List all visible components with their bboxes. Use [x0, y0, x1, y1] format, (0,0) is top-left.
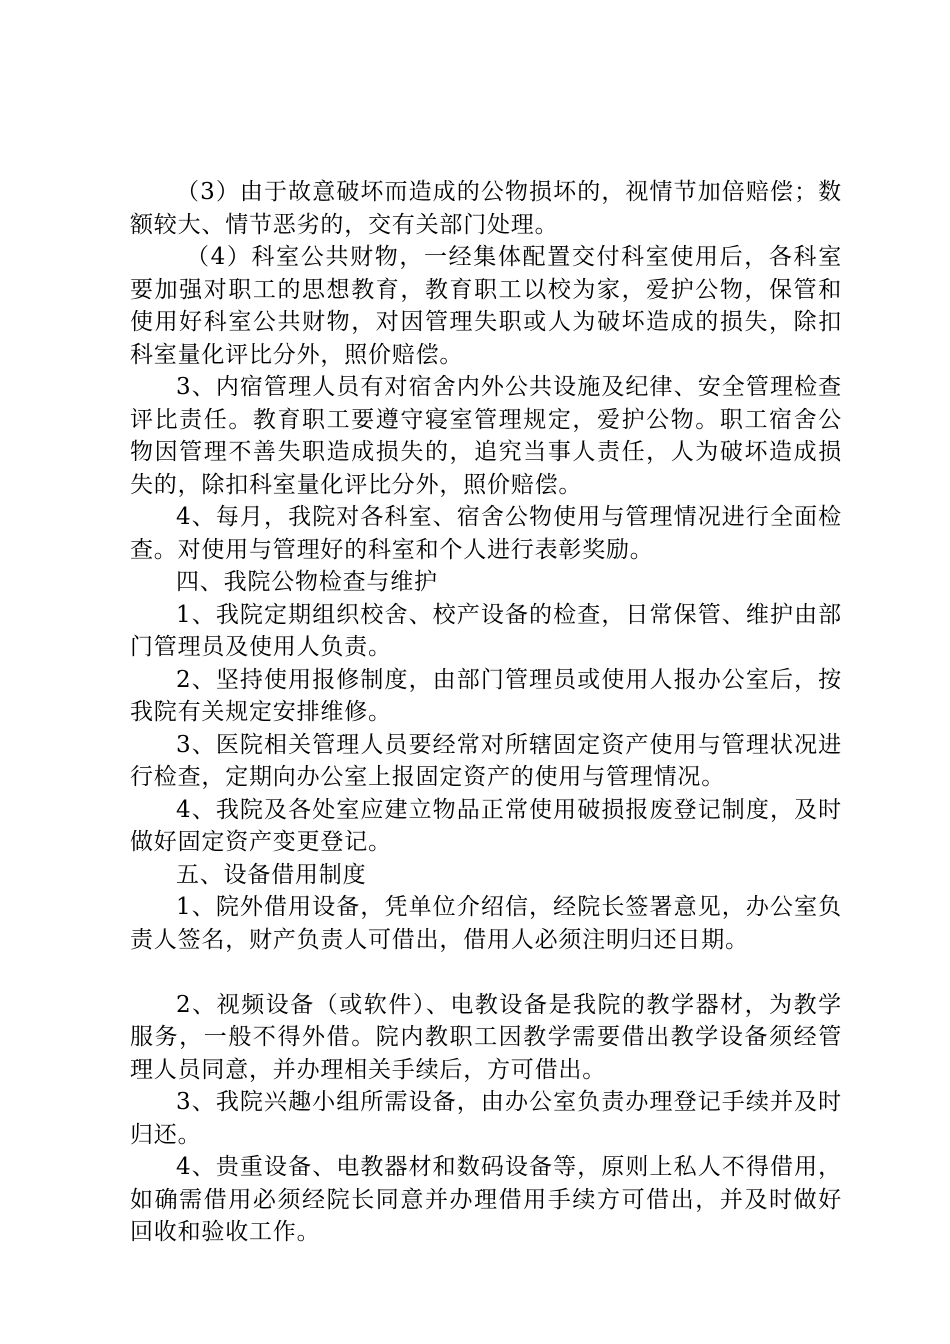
- paragraph-dormitory-management: 3、内宿管理人员有对宿舍内外公共设施及纪律、安全管理检查评比责任。教育职工要遵守寝室管理规定，爱护公物。职工宿舍公物因管理不善失职造成损失的，追究当事人责任，人为破坏造成损失的，除扣科室量化评比分外，照价赔偿。: [130, 374, 842, 498]
- section-5-item-2: 2、视频设备（或软件）、电教设备是我院的教学器材，为教学服务，一般不得外借。院内教职工因教学需要借出教学设备须经管理人员同意，并办理相关手续后，方可借出。: [130, 991, 842, 1083]
- section-5-item-4: 4、贵重设备、电教器材和数码设备等，原则上私人不得借用，如确需借用必须经院长同意并办理借用手续方可借出，并及时做好回收和验收工作。: [130, 1154, 842, 1245]
- section-4-item-2: 2、坚持使用报修制度，由部门管理员或使用人报办公室后，按我院有关规定安排维修。: [130, 666, 842, 725]
- section-4-item-1: 1、我院定期组织校舍、校产设备的检查，日常保管、维护由部门管理员及使用人负责。: [130, 601, 842, 660]
- section-4-item-4: 4、我院及各处室应建立物品正常使用破损报废登记制度，及时做好固定资产变更登记。: [130, 796, 842, 855]
- section-4-item-3: 3、医院相关管理人员要经常对所辖固定资产使用与管理状况进行检查，定期向办公室上报固定资产的使用与管理情况。: [130, 731, 842, 790]
- section-5-item-1: 1、院外借用设备，凭单位介绍信，经院长签署意见，办公室负责人签名，财产负责人可借出，借用人必须注明归还日期。: [130, 894, 842, 953]
- section-4-heading: 四、我院公物检查与维护: [176, 569, 438, 595]
- section-5-item-3: 3、我院兴趣小组所需设备，由办公室负责办理登记手续并及时归还。: [130, 1089, 842, 1148]
- blank-line: [130, 956, 842, 989]
- paragraph-monthly-inspection: 4、每月，我院对各科室、宿舍公物使用与管理情况进行全面检查。对使用与管理好的科室和个人进行表彰奖励。: [130, 504, 842, 563]
- section-5-heading: 五、设备借用制度: [176, 861, 367, 888]
- paragraph-4-department-property: （4）科室公共财物，一经集体配置交付科室使用后，各科室要加强对职工的思想教育，教育职工以校为家，爱护公物，保管和使用好科室公共财物，对因管理失职或人为破坏造成的损失，除扣科室量化评比分外，照价赔偿。: [130, 244, 842, 368]
- paragraph-3-intentional-damage: （3）由于故意破坏而造成的公物损坏的，视情节加倍赔偿；数额较大、情节恶劣的，交有关部门处理。: [130, 179, 842, 238]
- document-body: [130, 176, 842, 1249]
